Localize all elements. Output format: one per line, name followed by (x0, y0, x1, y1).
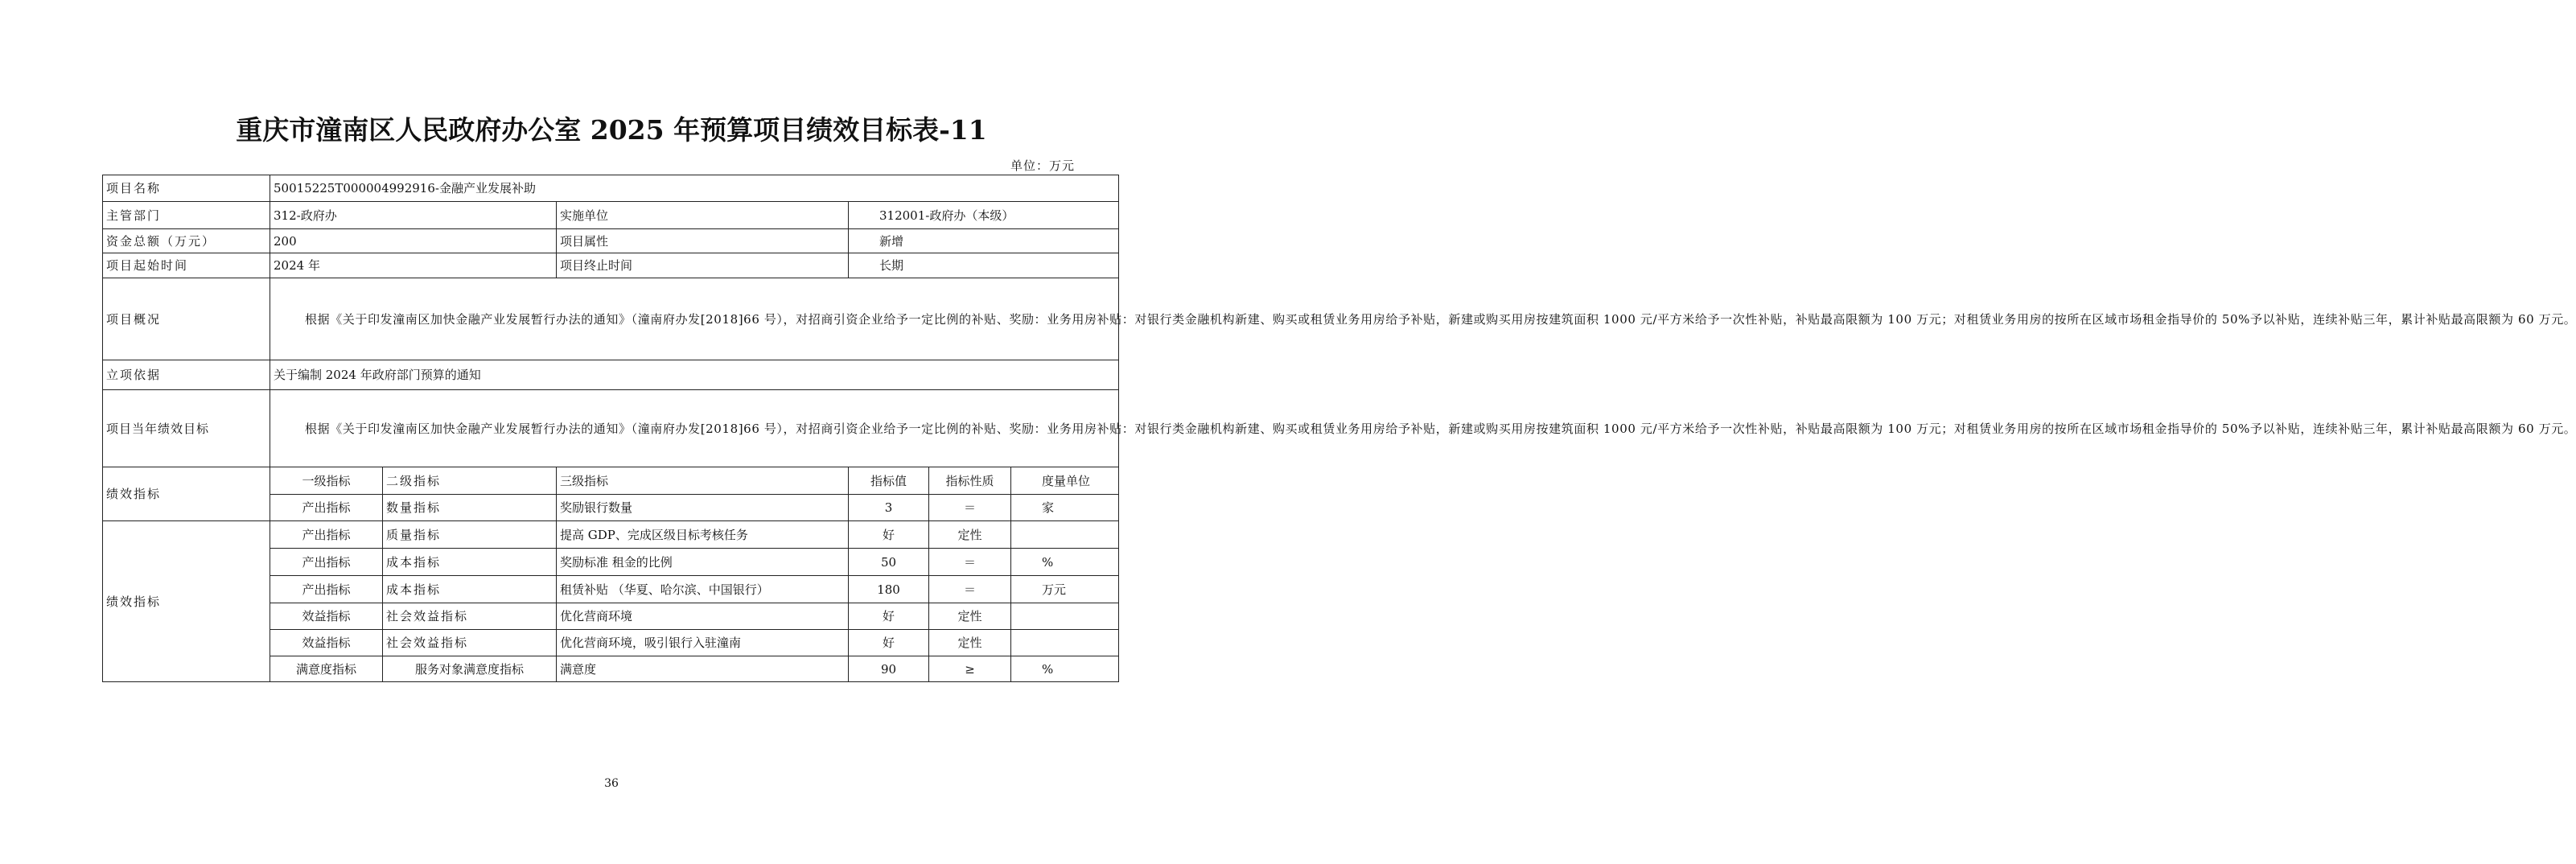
end-label: 项目终止时间 (557, 253, 849, 278)
unit-label: 单位：万元 (1010, 158, 1076, 173)
row-time (103, 253, 1119, 278)
cell-nature: ＝ (929, 549, 1011, 576)
indicator-section-label: 绩效指标 (103, 521, 270, 682)
cell-value: 好 (849, 630, 929, 656)
end-value: 长期 (849, 253, 1119, 278)
cell-value: 3 (849, 495, 929, 521)
header-level3: 三级指标 (557, 467, 849, 495)
cell-unit (1011, 630, 1119, 656)
cell-level2: 质量指标 (383, 521, 557, 549)
cell-unit: % (1011, 549, 1119, 576)
cell-level2: 社会效益指标 (383, 630, 557, 656)
cell-unit (1011, 603, 1119, 630)
cell-level3: 优化营商环境，吸引银行入驻潼南 (557, 630, 849, 656)
basis-label: 立项依据 (103, 360, 270, 390)
cell-level3: 满意度 (557, 656, 849, 682)
row-overview (103, 278, 1119, 360)
row-funds (103, 229, 1119, 253)
cell-level1: 产出指标 (270, 576, 383, 603)
row-project-name (103, 175, 1119, 202)
cell-level2: 社会效益指标 (383, 603, 557, 630)
funds-label: 资金总额（万元） (103, 229, 270, 253)
cell-unit (1011, 521, 1119, 549)
start-label: 项目起始时间 (103, 253, 270, 278)
cell-nature: 定性 (929, 521, 1011, 549)
basis-value: 关于编制 2024 年政府部门预算的通知 (270, 360, 1119, 390)
project-name-value: 50015225T000004992916-金融产业发展补助 (270, 175, 1119, 202)
cell-nature: 定性 (929, 630, 1011, 656)
dept-value: 312-政府办 (270, 202, 557, 229)
cell-level1: 产出指标 (270, 495, 383, 521)
page-title: 重庆市潼南区人民政府办公室 2025 年预算项目绩效目标表-11 (236, 114, 987, 146)
header-nature: 指标性质 (929, 467, 1011, 495)
performance-table (102, 175, 2576, 682)
impl-label: 实施单位 (557, 202, 849, 229)
cell-level1: 效益指标 (270, 603, 383, 630)
goal-text: 根据《关于印发潼南区加快金融产业发展暂行办法的通知》（潼南府办发[2018]66 号），对招商引资企业给予一定比例的补贴、奖励：业务用房补贴：对银行类金融机构新建、购买或租赁业务用房给予补贴，新建或购买用房按建筑面积 1000 元/平方米给予一次性补贴，补贴最高限额为 100 万元；对租赁业务用房的按所在区域市场租金指导价的 50%予以补贴，连续补贴三年，累计补贴最高限额为 60 万元。 (270, 390, 1119, 467)
page-number: 36 (604, 777, 619, 790)
cell-value: 好 (849, 603, 929, 630)
cell-level3: 奖励标准 租金的比例 (557, 549, 849, 576)
cell-level1: 满意度指标 (270, 656, 383, 682)
cell-unit: % (1011, 656, 1119, 682)
dept-label: 主管部门 (103, 202, 270, 229)
cell-unit: 万元 (1011, 576, 1119, 603)
header-unit: 度量单位 (1011, 467, 1119, 495)
cell-level3: 提高 GDP、完成区级目标考核任务 (557, 521, 849, 549)
header-level2: 二级指标 (383, 467, 557, 495)
cell-level3: 优化营商环境 (557, 603, 849, 630)
cell-level2: 数量指标 (383, 495, 557, 521)
cell-level1: 效益指标 (270, 630, 383, 656)
table-row (103, 521, 1119, 549)
row-basis (103, 360, 1119, 390)
cell-level1: 产出指标 (270, 549, 383, 576)
cell-nature: 定性 (929, 603, 1011, 630)
cell-level2: 成本指标 (383, 576, 557, 603)
cell-level2: 服务对象满意度指标 (383, 656, 557, 682)
attr-value: 新增 (849, 229, 1119, 253)
header-value: 指标值 (849, 467, 929, 495)
cell-nature: ＝ (929, 576, 1011, 603)
overview-label: 项目概况 (103, 278, 270, 360)
indicator-section-label: 绩效指标 (103, 467, 270, 521)
cell-nature: ＝ (929, 495, 1011, 521)
cell-nature: ≥ (929, 656, 1011, 682)
cell-unit: 家 (1011, 495, 1119, 521)
project-name-label: 项目名称 (103, 175, 270, 202)
cell-value: 50 (849, 549, 929, 576)
row-dept (103, 202, 1119, 229)
goal-label: 项目当年绩效目标 (103, 390, 270, 467)
cell-value: 180 (849, 576, 929, 603)
cell-value: 90 (849, 656, 929, 682)
cell-level3: 租赁补贴 （华夏、哈尔滨、中国银行） (557, 576, 849, 603)
overview-text: 根据《关于印发潼南区加快金融产业发展暂行办法的通知》（潼南府办发[2018]66 号），对招商引资企业给予一定比例的补贴、奖励：业务用房补贴：对银行类金融机构新建、购买或租赁业务用房给予补贴，新建或购买用房按建筑面积 1000 元/平方米给予一次性补贴，补贴最高限额为 100 万元；对租赁业务用房的按所在区域市场租金指导价的 50%予以补贴，连续补贴三年，累计补贴最高限额为 60 万元。 (270, 278, 1119, 360)
impl-value: 312001-政府办（本级） (849, 202, 1119, 229)
indicator-header-row (103, 467, 1119, 495)
attr-label: 项目属性 (557, 229, 849, 253)
cell-value: 好 (849, 521, 929, 549)
row-goal (103, 390, 1119, 467)
header-level1: 一级指标 (270, 467, 383, 495)
funds-value: 200 (270, 229, 557, 253)
cell-level2: 成本指标 (383, 549, 557, 576)
cell-level3: 奖励银行数量 (557, 495, 849, 521)
cell-level1: 产出指标 (270, 521, 383, 549)
start-value: 2024 年 (270, 253, 557, 278)
